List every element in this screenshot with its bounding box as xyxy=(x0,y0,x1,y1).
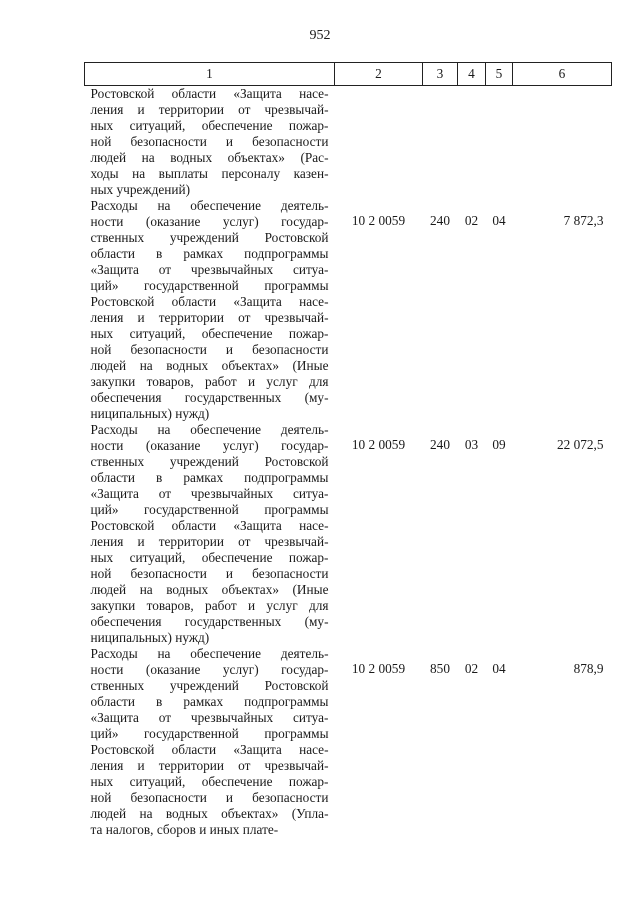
description-line: ности (оказание услуг) государ- xyxy=(90,662,329,677)
description-line: Ростовской области «Защита насе- xyxy=(90,518,329,533)
row-subsection: 04 xyxy=(492,213,506,228)
row-section: 03 xyxy=(464,437,479,452)
description-line: «Защита от чрезвычайных ситуа- xyxy=(90,486,329,501)
description-line: ных ситуаций, обеспечение пожар- xyxy=(90,326,329,341)
row-target-code: 10 2 0059 xyxy=(351,661,406,676)
description-line: Ростовской области «Защита насе- xyxy=(90,742,329,757)
table-row xyxy=(85,198,612,422)
table-header xyxy=(85,63,612,86)
description-line: ных ситуаций, обеспечение пожар- xyxy=(90,550,329,565)
row-expense-type: 240 xyxy=(430,437,450,452)
row-expense-type xyxy=(423,86,458,199)
description-line: ций» государственной программы xyxy=(90,502,329,517)
description-line: ных ситуаций, обеспечение пожар- xyxy=(90,774,329,789)
description-line: ственных учреждений Ростовской xyxy=(90,230,329,245)
description-line: Ростовской области «Защита насе- xyxy=(90,294,329,309)
row-subsection: 04 xyxy=(492,661,506,676)
row-section xyxy=(458,86,486,199)
row-amount xyxy=(513,86,612,199)
column-header-6: 6 xyxy=(513,63,612,86)
description-line: ходы на выплаты персоналу казен- xyxy=(90,166,329,181)
row-amount: 878,9 xyxy=(573,661,604,676)
table-row xyxy=(85,422,612,646)
description-line: области в рамках подпрограммы xyxy=(90,246,329,261)
description-line: закупки товаров, работ и услуг для xyxy=(90,598,329,613)
description-line: ций» государственной программы xyxy=(90,726,329,741)
description-line: людей на водных объектах» (Иные xyxy=(90,582,329,597)
row-expense-type: 850 xyxy=(430,661,450,676)
row-target-code: 10 2 0059 xyxy=(351,213,406,228)
row-target-code xyxy=(335,86,423,199)
description-line: обеспечения государственных (му- xyxy=(90,614,329,629)
description-line: ности (оказание услуг) государ- xyxy=(90,214,329,229)
description-line: ной безопасности и безопасности xyxy=(90,342,329,357)
description-line: области в рамках подпрограммы xyxy=(90,470,329,485)
row-description xyxy=(85,198,335,422)
row-section: 02 xyxy=(464,213,479,228)
row-amount: 22 072,5 xyxy=(556,437,604,452)
row-description xyxy=(85,422,335,646)
description-line: ления и территории от чрезвычай- xyxy=(90,534,329,549)
row-section: 02 xyxy=(464,661,479,676)
column-header-5: 5 xyxy=(486,63,513,86)
column-header-2: 2 xyxy=(335,63,423,86)
description-line: закупки товаров, работ и услуг для xyxy=(90,374,329,389)
row-amount: 7 872,3 xyxy=(563,213,604,228)
description-line: ления и территории от чрезвычай- xyxy=(90,102,329,117)
row-description xyxy=(85,646,335,838)
description-line: ной безопасности и безопасности xyxy=(90,566,329,581)
description-line: людей на водных объектах» (Иные xyxy=(90,358,329,373)
description-line: Ростовской области «Защита насе- xyxy=(90,86,329,101)
description-line: ственных учреждений Ростовской xyxy=(90,454,329,469)
description-line: ной безопасности и безопасности xyxy=(90,134,329,149)
description-line: ления и территории от чрезвычай- xyxy=(90,310,329,325)
column-header-3: 3 xyxy=(423,63,458,86)
page-number: 952 xyxy=(309,28,331,43)
description-line: Расходы на обеспечение деятель- xyxy=(90,422,329,437)
description-line: ления и территории от чрезвычай- xyxy=(90,758,329,773)
description-line: Расходы на обеспечение деятель- xyxy=(90,646,329,661)
description-line: «Защита от чрезвычайных ситуа- xyxy=(90,262,329,277)
row-description xyxy=(85,86,335,199)
table-row xyxy=(85,86,612,199)
budget-table xyxy=(84,62,612,838)
description-line: области в рамках подпрограммы xyxy=(90,694,329,709)
row-target-code: 10 2 0059 xyxy=(351,437,406,452)
description-line: ниципальных) нужд) xyxy=(90,406,210,421)
description-line: «Защита от чрезвычайных ситуа- xyxy=(90,710,329,725)
description-line: людей на водных объектах» (Упла- xyxy=(90,806,329,821)
description-line: ниципальных) нужд) xyxy=(90,630,210,645)
row-expense-type: 240 xyxy=(430,213,450,228)
description-line: ной безопасности и безопасности xyxy=(90,790,329,805)
row-subsection: 09 xyxy=(492,437,506,452)
description-line: Расходы на обеспечение деятель- xyxy=(90,198,329,213)
description-line: ций» государственной программы xyxy=(90,278,329,293)
description-line: ных ситуаций, обеспечение пожар- xyxy=(90,118,329,133)
description-line: ственных учреждений Ростовской xyxy=(90,678,329,693)
description-line: ности (оказание услуг) государ- xyxy=(90,438,329,453)
column-header-1: 1 xyxy=(85,63,335,86)
row-subsection xyxy=(486,86,513,199)
description-line: ных учреждений) xyxy=(90,182,191,197)
description-line: та налогов, сборов и иных плате- xyxy=(90,822,279,837)
description-line: людей на водных объектах» (Рас- xyxy=(90,150,329,165)
table-row xyxy=(85,646,612,838)
column-header-4: 4 xyxy=(458,63,486,86)
table-body xyxy=(85,86,612,839)
description-line: обеспечения государственных (му- xyxy=(90,390,329,405)
